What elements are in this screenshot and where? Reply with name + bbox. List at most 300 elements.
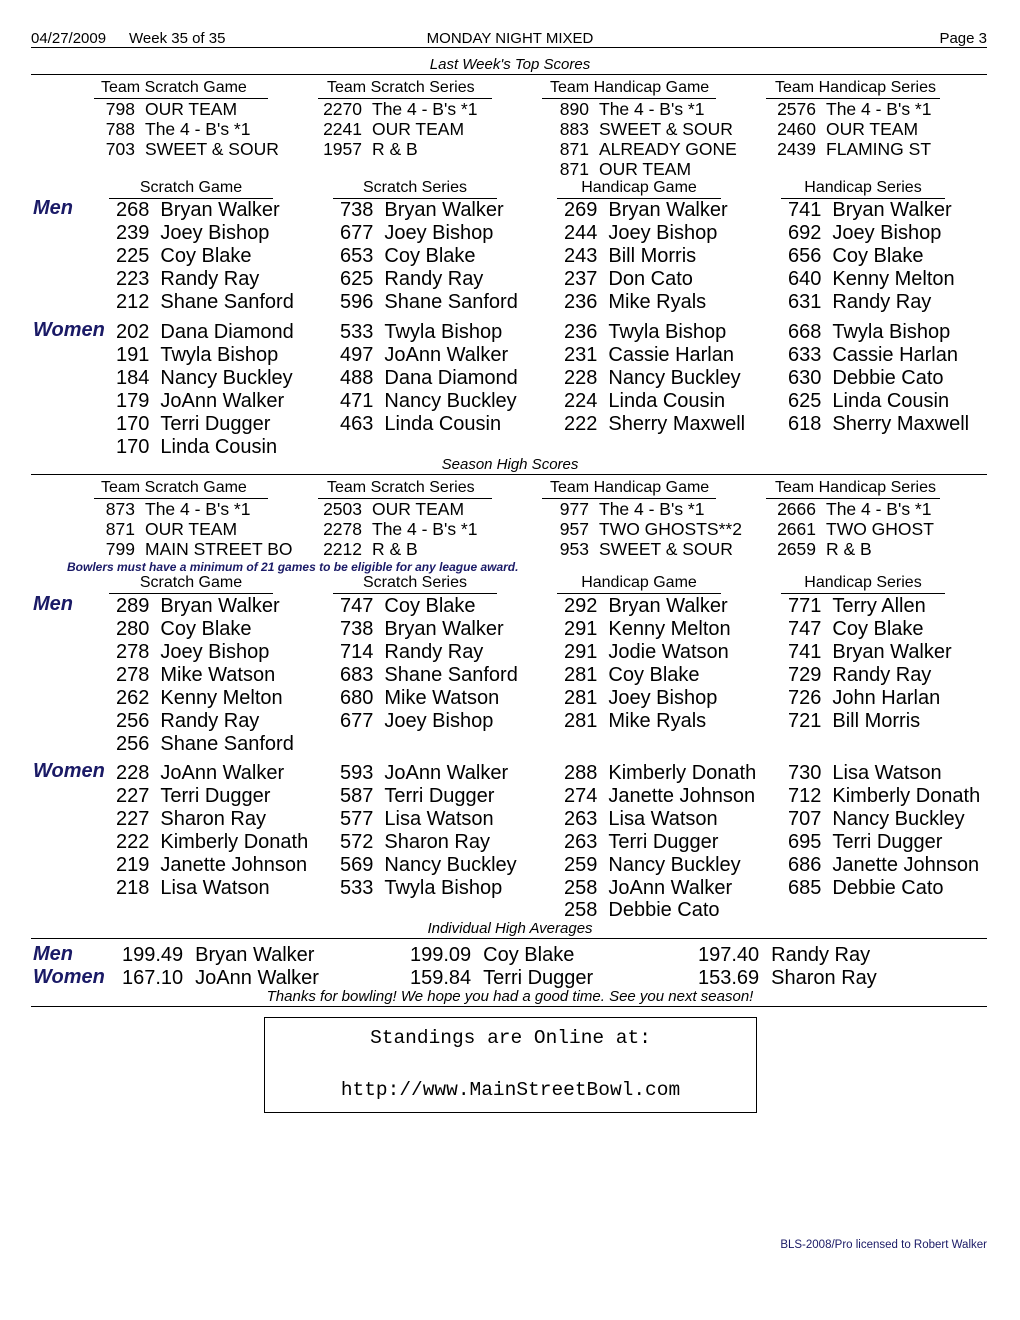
bowler-name: Nancy Buckley [160,366,293,389]
score-value: 291 [564,618,598,640]
team-score-row [105,539,292,560]
score-value: 237 [564,268,598,290]
bowler-name: The 4 - B's *1 [599,499,705,519]
bowler-name: Coy Blake [832,618,924,640]
women-score-row [340,831,490,854]
bowler-name: The 4 - B's *1 [372,519,478,539]
score-value: 239 [116,222,150,244]
women-score-row [564,785,755,808]
season-rule [31,474,987,475]
women-score-row [564,808,718,831]
women-label: Women [33,760,105,782]
bowler-name: Twyla Bishop [384,321,503,343]
men-score-row [340,664,518,687]
score-value: 2278 [323,519,362,539]
avg-men-row [698,944,870,967]
individual-col-head: Scratch Game [139,179,243,196]
team-score-row [559,139,737,160]
men-score-row [788,222,941,245]
bowler-name: OUR TEAM [826,119,919,139]
women-score-row [788,808,965,831]
bowler-name: Bryan Walker [160,199,280,221]
bowler-name: Bryan Walker [608,199,728,221]
score-value: 153.69 [698,967,760,989]
bowler-name: Mike Watson [160,664,276,686]
bowler-name: Kimberly Donath [160,830,309,853]
men-score-row [116,687,283,710]
men-score-row [788,245,924,268]
team-col-head: Team Handicap Game [550,79,710,96]
men-score-row [564,618,731,641]
score-value: 199.49 [122,944,184,966]
online-box-line1: Standings are Online at: [370,1027,651,1049]
bowler-name: Janette Johnson [160,853,308,876]
women-score-row [116,390,284,413]
individual-col-head: Scratch Game [139,574,243,591]
women-score-row [564,321,726,344]
women-score-row [116,785,270,808]
score-value: 871 [559,139,589,159]
women-score-row [116,367,293,390]
team-score-row [322,539,418,560]
team-score-row [559,119,733,140]
bowler-name: OUR TEAM [145,519,238,539]
score-value: 236 [564,291,598,313]
score-value: 625 [788,389,822,412]
team-score-row [776,539,872,560]
bowler-name: Mike Ryals [608,710,707,732]
team-score-row [559,539,733,560]
team-col-head: Team Scratch Game [101,79,247,96]
bowler-name: Terri Dugger [832,830,943,853]
score-value: 278 [116,664,150,686]
score-value: 471 [340,389,374,412]
team-score-row [322,119,464,140]
score-value: 707 [788,807,822,830]
bowler-name: The 4 - B's *1 [599,99,705,119]
thanks-message: Thanks for bowling! We hope you had a good time. See you next season! [266,988,754,1005]
score-value: 219 [116,853,150,876]
score-value: 633 [788,343,822,366]
score-value: 618 [788,412,822,435]
women-score-row [340,413,501,436]
bowler-name: FLAMING ST [826,139,932,159]
women-score-row [116,413,270,436]
women-score-row [788,854,979,877]
individual-col-head: Handicap Series [804,179,922,196]
score-value: 263 [564,830,598,853]
score-value: 653 [340,245,374,267]
score-value: 730 [788,762,822,784]
men-score-row [116,199,280,222]
women-score-row [788,762,942,785]
team-score-row [322,519,477,540]
bowler-name: Shane Sanford [160,291,294,313]
score-value: 228 [116,762,150,784]
bowler-name: Twyla Bishop [384,876,503,899]
bowler-name: Sharon Ray [771,967,877,989]
score-value: 259 [564,853,598,876]
score-value: 871 [559,159,589,179]
team-score-row [559,519,742,540]
team-score-row [322,99,477,120]
women-score-row [116,762,284,785]
bowler-name: Coy Blake [160,245,252,267]
bowler-name: John Harlan [832,687,941,709]
score-value: 223 [116,268,150,290]
bowler-name: R & B [826,539,872,559]
women-score-row [340,321,502,344]
score-value: 631 [788,291,822,313]
score-value: 199.09 [410,944,472,966]
score-value: 1957 [323,139,362,159]
men-score-row [116,595,280,618]
score-value: 640 [788,268,822,290]
score-value: 268 [116,199,150,221]
bowler-name: Terri Dugger [160,784,271,807]
bowler-name: Cassie Harlan [832,343,958,366]
score-value: 587 [340,784,374,807]
score-value: 288 [564,762,598,784]
bowler-name: OUR TEAM [372,499,465,519]
bowler-name: Sharon Ray [160,807,266,830]
women-score-row [340,785,494,808]
score-value: 738 [340,199,374,221]
score-value: 191 [116,343,150,366]
score-value: 596 [340,291,374,313]
bowler-name: Randy Ray [771,944,871,966]
bowler-name: SWEET & SOUR [145,139,279,159]
bowler-name: Randy Ray [160,268,260,290]
score-value: 630 [788,366,822,389]
score-value: 244 [564,222,598,244]
team-score-row [776,519,934,540]
bowler-name: Terri Dugger [384,784,495,807]
individual-col-head: Handicap Game [581,574,697,591]
bowler-name: Linda Cousin [832,389,950,412]
score-value: 463 [340,412,374,435]
score-value: 262 [116,687,150,709]
score-value: 281 [564,687,598,709]
score-value: 170 [116,412,150,435]
score-value: 269 [564,199,598,221]
score-value: 2576 [777,99,816,119]
score-value: 677 [340,710,374,732]
team-col-head: Team Handicap Game [550,479,710,496]
season-title: Season High Scores [441,456,579,473]
bowler-name: Janette Johnson [608,784,756,807]
women-score-row [564,877,732,900]
bowler-name: Randy Ray [384,268,484,290]
bowler-name: ALREADY GONE [599,139,737,159]
score-value: 227 [116,807,150,830]
men-score-row [564,687,717,710]
bowler-name: Kimberly Donath [832,784,981,807]
bowler-name: R & B [372,139,418,159]
team-score-row [776,499,931,520]
bowler-name: JoAnn Walker [160,389,285,412]
team-score-row [776,99,931,120]
score-value: 227 [116,784,150,807]
men-label: Men [33,593,73,615]
avg-women-row [410,967,593,990]
men-score-row [116,641,269,664]
bowler-name: Joey Bishop [608,222,718,244]
women-score-row [116,344,278,367]
score-value: 680 [340,687,374,709]
women-score-row [116,877,270,900]
score-value: 873 [105,499,135,519]
score-value: 569 [340,853,374,876]
score-value: 577 [340,807,374,830]
men-score-row [788,664,931,687]
women-score-row [788,413,969,436]
bowler-name: JoAnn Walker [160,762,285,784]
score-value: 692 [788,222,822,244]
men-score-row [116,664,275,687]
score-value: 2460 [777,119,816,139]
score-value: 685 [788,876,822,899]
score-value: 2661 [777,519,816,539]
score-value: 883 [559,119,589,139]
men-score-row [116,245,252,268]
men-score-row [116,222,269,245]
score-value: 2270 [323,99,362,119]
score-value: 274 [564,784,598,807]
bowler-name: Terri Dugger [483,967,594,989]
team-col-head: Team Scratch Series [327,79,475,96]
bowler-name: JoAnn Walker [195,967,319,989]
bowler-name: Coy Blake [384,245,476,267]
online-standings-box [264,1017,757,1113]
men-score-row [116,710,259,733]
score-value: 263 [564,807,598,830]
score-value: 741 [788,641,822,663]
team-score-row [322,139,418,160]
women-score-row [788,344,958,367]
bowler-name: R & B [372,539,418,559]
score-value: 289 [116,595,150,617]
bowler-name: Debbie Cato [832,366,944,389]
women-score-row [340,762,508,785]
score-value: 236 [564,321,598,343]
score-value: 726 [788,687,822,709]
men-score-row [788,291,931,314]
bowler-name: Kenny Melton [608,618,731,640]
score-value: 2503 [323,499,362,519]
score-value: 668 [788,321,822,343]
online-box-url[interactable]: http://www.MainStreetBowl.com [340,1079,681,1101]
bowler-name: Shane Sanford [384,664,518,686]
bowler-name: Dana Diamond [384,366,518,389]
bowler-name: Sherry Maxwell [608,412,746,435]
women-score-row [340,344,508,367]
bowler-name: Kenny Melton [160,687,283,709]
avg-men-row [410,944,574,967]
bowler-name: Mike Watson [384,687,500,709]
men-score-row [340,641,483,664]
women-score-row [564,413,745,436]
bowler-name: Don Cato [608,268,693,290]
women-score-row [564,390,725,413]
last-week-rule [31,74,987,75]
score-value: 258 [564,899,598,922]
team-col-head: Team Handicap Series [775,479,936,496]
team-score-row [776,119,918,140]
score-value: 703 [105,139,135,159]
score-value: 212 [116,291,150,313]
bowler-name: Bryan Walker [832,199,952,221]
bottom-rule [31,1006,987,1007]
bowler-name: Dana Diamond [160,321,294,343]
women-score-row [564,344,734,367]
men-score-row [564,222,717,245]
bowler-name: JoAnn Walker [384,762,509,784]
avg-women-label: Women [33,966,105,988]
bowler-name: Nancy Buckley [384,853,517,876]
men-score-row [564,641,729,664]
bowler-name: Joey Bishop [160,641,270,663]
bowler-name: Nancy Buckley [608,366,741,389]
score-value: 222 [564,412,598,435]
score-value: 278 [116,641,150,663]
men-score-row [788,641,952,664]
score-value: 957 [559,519,589,539]
bowler-name: Randy Ray [832,291,932,313]
bowler-name: OUR TEAM [372,119,465,139]
men-score-row [788,687,940,710]
score-value: 890 [559,99,589,119]
men-score-row [340,710,493,733]
score-value: 222 [116,830,150,853]
men-score-row [564,268,693,291]
bowler-name: Coy Blake [160,618,252,640]
score-value: 712 [788,784,822,807]
avg-men-row [122,944,314,967]
bowler-name: Terry Allen [832,595,926,617]
bowler-name: The 4 - B's *1 [826,99,932,119]
women-score-row [116,854,307,877]
bowler-name: Lisa Watson [384,807,494,830]
men-score-row [116,618,252,641]
avg-women-row [122,967,319,990]
bowler-name: SWEET & SOUR [599,539,733,559]
team-score-row [559,159,691,180]
bowler-name: SWEET & SOUR [599,119,733,139]
men-score-row [340,268,483,291]
bowler-name: The 4 - B's *1 [145,499,251,519]
team-col-head: Team Scratch Series [327,479,475,496]
bowler-name: Bryan Walker [195,944,315,966]
bowler-name: Kimberly Donath [608,762,757,784]
score-value: 281 [564,710,598,732]
score-value: 771 [788,595,822,617]
bowler-name: Mike Ryals [608,291,707,313]
score-value: 953 [559,539,589,559]
score-value: 799 [105,539,135,559]
bowler-name: JoAnn Walker [384,343,509,366]
score-value: 225 [116,245,150,267]
score-value: 695 [788,830,822,853]
score-value: 218 [116,876,150,899]
score-value: 2659 [777,539,816,559]
score-value: 977 [559,499,589,519]
score-value: 741 [788,199,822,221]
score-value: 280 [116,618,150,640]
score-value: 256 [116,733,150,755]
bowler-name: Bryan Walker [832,641,952,663]
bowler-name: Jodie Watson [608,641,729,663]
women-score-row [788,877,944,900]
men-score-row [564,245,696,268]
women-score-row [116,321,294,344]
bowler-name: Bill Morris [832,710,921,732]
bowler-name: JoAnn Walker [608,876,733,899]
score-value: 159.84 [410,967,472,989]
week-label: Week 35 of 35 [129,30,226,47]
bowler-name: Twyla Bishop [160,343,279,366]
score-value: 747 [340,595,374,617]
bowler-name: Coy Blake [608,664,700,686]
score-value: 2439 [777,139,816,159]
men-score-row [788,710,920,733]
bowler-name: Twyla Bishop [832,321,951,343]
men-score-row [116,268,259,291]
bowler-name: Terri Dugger [160,412,271,435]
men-score-row [116,291,294,314]
men-score-row [340,291,518,314]
bowler-name: OUR TEAM [145,99,238,119]
score-value: 738 [340,618,374,640]
individual-col-underline [781,593,945,594]
women-score-row [788,831,942,854]
women-score-row [788,367,944,390]
bowler-name: Joey Bishop [384,710,494,732]
women-score-row [340,854,517,877]
men-score-row [788,268,955,291]
bowler-name: Nancy Buckley [832,807,965,830]
individual-col-head: Handicap Series [804,574,922,591]
avg-women-row [698,967,877,990]
individual-col-head: Scratch Series [362,574,468,591]
team-score-row [322,499,464,520]
women-score-row [116,808,266,831]
team-score-row [559,499,704,520]
score-value: 291 [564,641,598,663]
individual-col-underline [109,593,273,594]
women-score-row [116,831,308,854]
score-value: 798 [105,99,135,119]
score-value: 686 [788,853,822,876]
men-score-row [788,199,952,222]
women-score-row [340,367,518,390]
averages-title: Individual High Averages [427,920,593,937]
bowler-name: Shane Sanford [160,733,294,755]
women-score-row [340,390,517,413]
men-score-row [564,199,728,222]
score-value: 572 [340,830,374,853]
bowler-name: Shane Sanford [384,291,518,313]
bowler-name: Janette Johnson [832,853,980,876]
bowler-name: Coy Blake [483,944,575,966]
score-value: 871 [105,519,135,539]
bowler-name: The 4 - B's *1 [826,499,932,519]
bowler-name: Nancy Buckley [608,853,741,876]
score-value: 497 [340,343,374,366]
bowler-name: Joey Bishop [160,222,270,244]
score-value: 179 [116,389,150,412]
page-number: Page 3 [939,30,987,47]
